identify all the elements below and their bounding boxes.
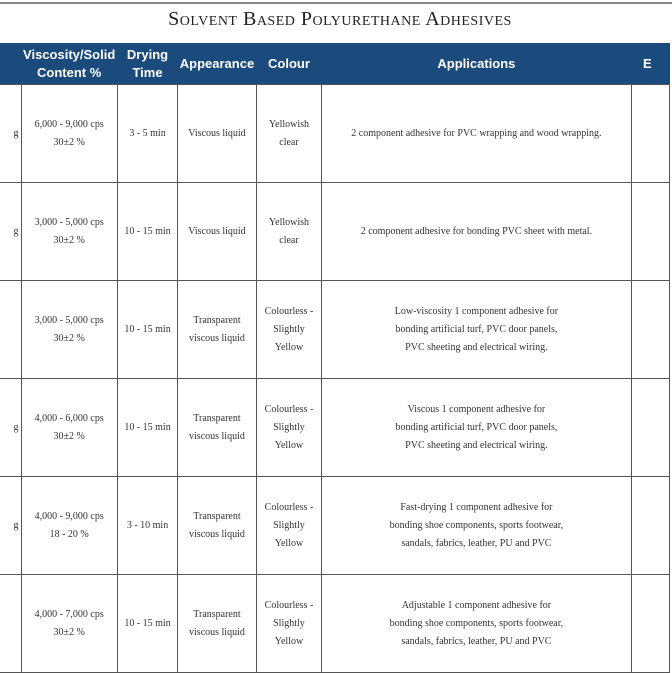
cell-drying-time: 10 - 15 min xyxy=(117,183,177,281)
header-col0 xyxy=(0,43,21,85)
cell-last xyxy=(631,575,669,673)
page-title: Solvent Based Polyurethane Adhesives xyxy=(168,8,512,30)
table-row xyxy=(0,575,670,673)
table-row xyxy=(0,183,670,281)
cell-viscosity: 3,000 - 5,000 cps 30±2 % xyxy=(21,281,117,379)
table-row xyxy=(0,281,670,379)
cell-product: g xyxy=(0,379,21,477)
cell-product: g xyxy=(0,85,21,183)
table-header-row xyxy=(0,43,670,85)
cell-viscosity: 4,000 - 7,000 cps 30±2 % xyxy=(21,575,117,673)
cell-appearance: Transparent viscous liquid xyxy=(178,575,256,673)
cell-last xyxy=(631,477,669,575)
cell-appearance: Transparent viscous liquid xyxy=(178,379,256,477)
cell-drying-time: 3 - 5 min xyxy=(117,85,177,183)
cell-drying-time: 10 - 15 min xyxy=(117,575,177,673)
cell-colour: Colourless - Slightly Yellow xyxy=(256,575,322,673)
cell-colour: Colourless - Slightly Yellow xyxy=(256,477,322,575)
header-drying-time: Drying Time xyxy=(117,43,177,85)
cell-applications: Fast-drying 1 component adhesive for bonding shoe components, sports footwear, sandals, fabrics, leather, PU and PVC xyxy=(322,477,631,575)
top-rule xyxy=(0,2,672,4)
cell-applications: Low-viscosity 1 component adhesive for bonding artificial turf, PVC door panels, PVC sheeting and electrical wiring. xyxy=(322,281,631,379)
cell-product: g xyxy=(0,477,21,575)
header-colour: Colour xyxy=(256,43,322,85)
header-viscosity: Viscosity/Solid Content % xyxy=(21,43,117,85)
cell-viscosity: 4,000 - 9,000 cps 18 - 20 % xyxy=(21,477,117,575)
cell-last xyxy=(631,183,669,281)
cell-product: g xyxy=(0,183,21,281)
cell-colour: Yellowish clear xyxy=(256,183,322,281)
cell-viscosity: 6,000 - 9,000 cps 30±2 % xyxy=(21,85,117,183)
cell-drying-time: 10 - 15 min xyxy=(117,379,177,477)
cell-applications: Viscous 1 component adhesive for bonding artificial turf, PVC door panels, PVC sheeting and electrical wiring. xyxy=(322,379,631,477)
adhesives-table xyxy=(0,43,670,673)
cell-colour: Yellowish clear xyxy=(256,85,322,183)
table-row xyxy=(0,379,670,477)
cell-appearance: Transparent viscous liquid xyxy=(178,281,256,379)
cell-drying-time: 3 - 10 min xyxy=(117,477,177,575)
cell-appearance: Transparent viscous liquid xyxy=(178,477,256,575)
cell-viscosity: 3,000 - 5,000 cps 30±2 % xyxy=(21,183,117,281)
cell-appearance: Viscous liquid xyxy=(178,85,256,183)
cell-product xyxy=(0,281,21,379)
cell-colour: Colourless - Slightly Yellow xyxy=(256,379,322,477)
cell-applications: 2 component adhesive for PVC wrapping and wood wrapping. xyxy=(322,85,631,183)
header-last: E xyxy=(631,43,669,85)
cell-appearance: Viscous liquid xyxy=(178,183,256,281)
table-row xyxy=(0,477,670,575)
table-row xyxy=(0,85,670,183)
cell-applications: 2 component adhesive for bonding PVC sheet with metal. xyxy=(322,183,631,281)
cell-drying-time: 10 - 15 min xyxy=(117,281,177,379)
cell-product xyxy=(0,575,21,673)
cell-last xyxy=(631,281,669,379)
cell-colour: Colourless - Slightly Yellow xyxy=(256,281,322,379)
cell-last xyxy=(631,379,669,477)
cell-viscosity: 4,000 - 6,000 cps 30±2 % xyxy=(21,379,117,477)
cell-last xyxy=(631,85,669,183)
header-applications: Applications xyxy=(322,43,631,85)
cell-applications: Adjustable 1 component adhesive for bonding shoe components, sports footwear, sandals, fabrics, leather, PU and PVC xyxy=(322,575,631,673)
header-appearance: Appearance xyxy=(178,43,256,85)
